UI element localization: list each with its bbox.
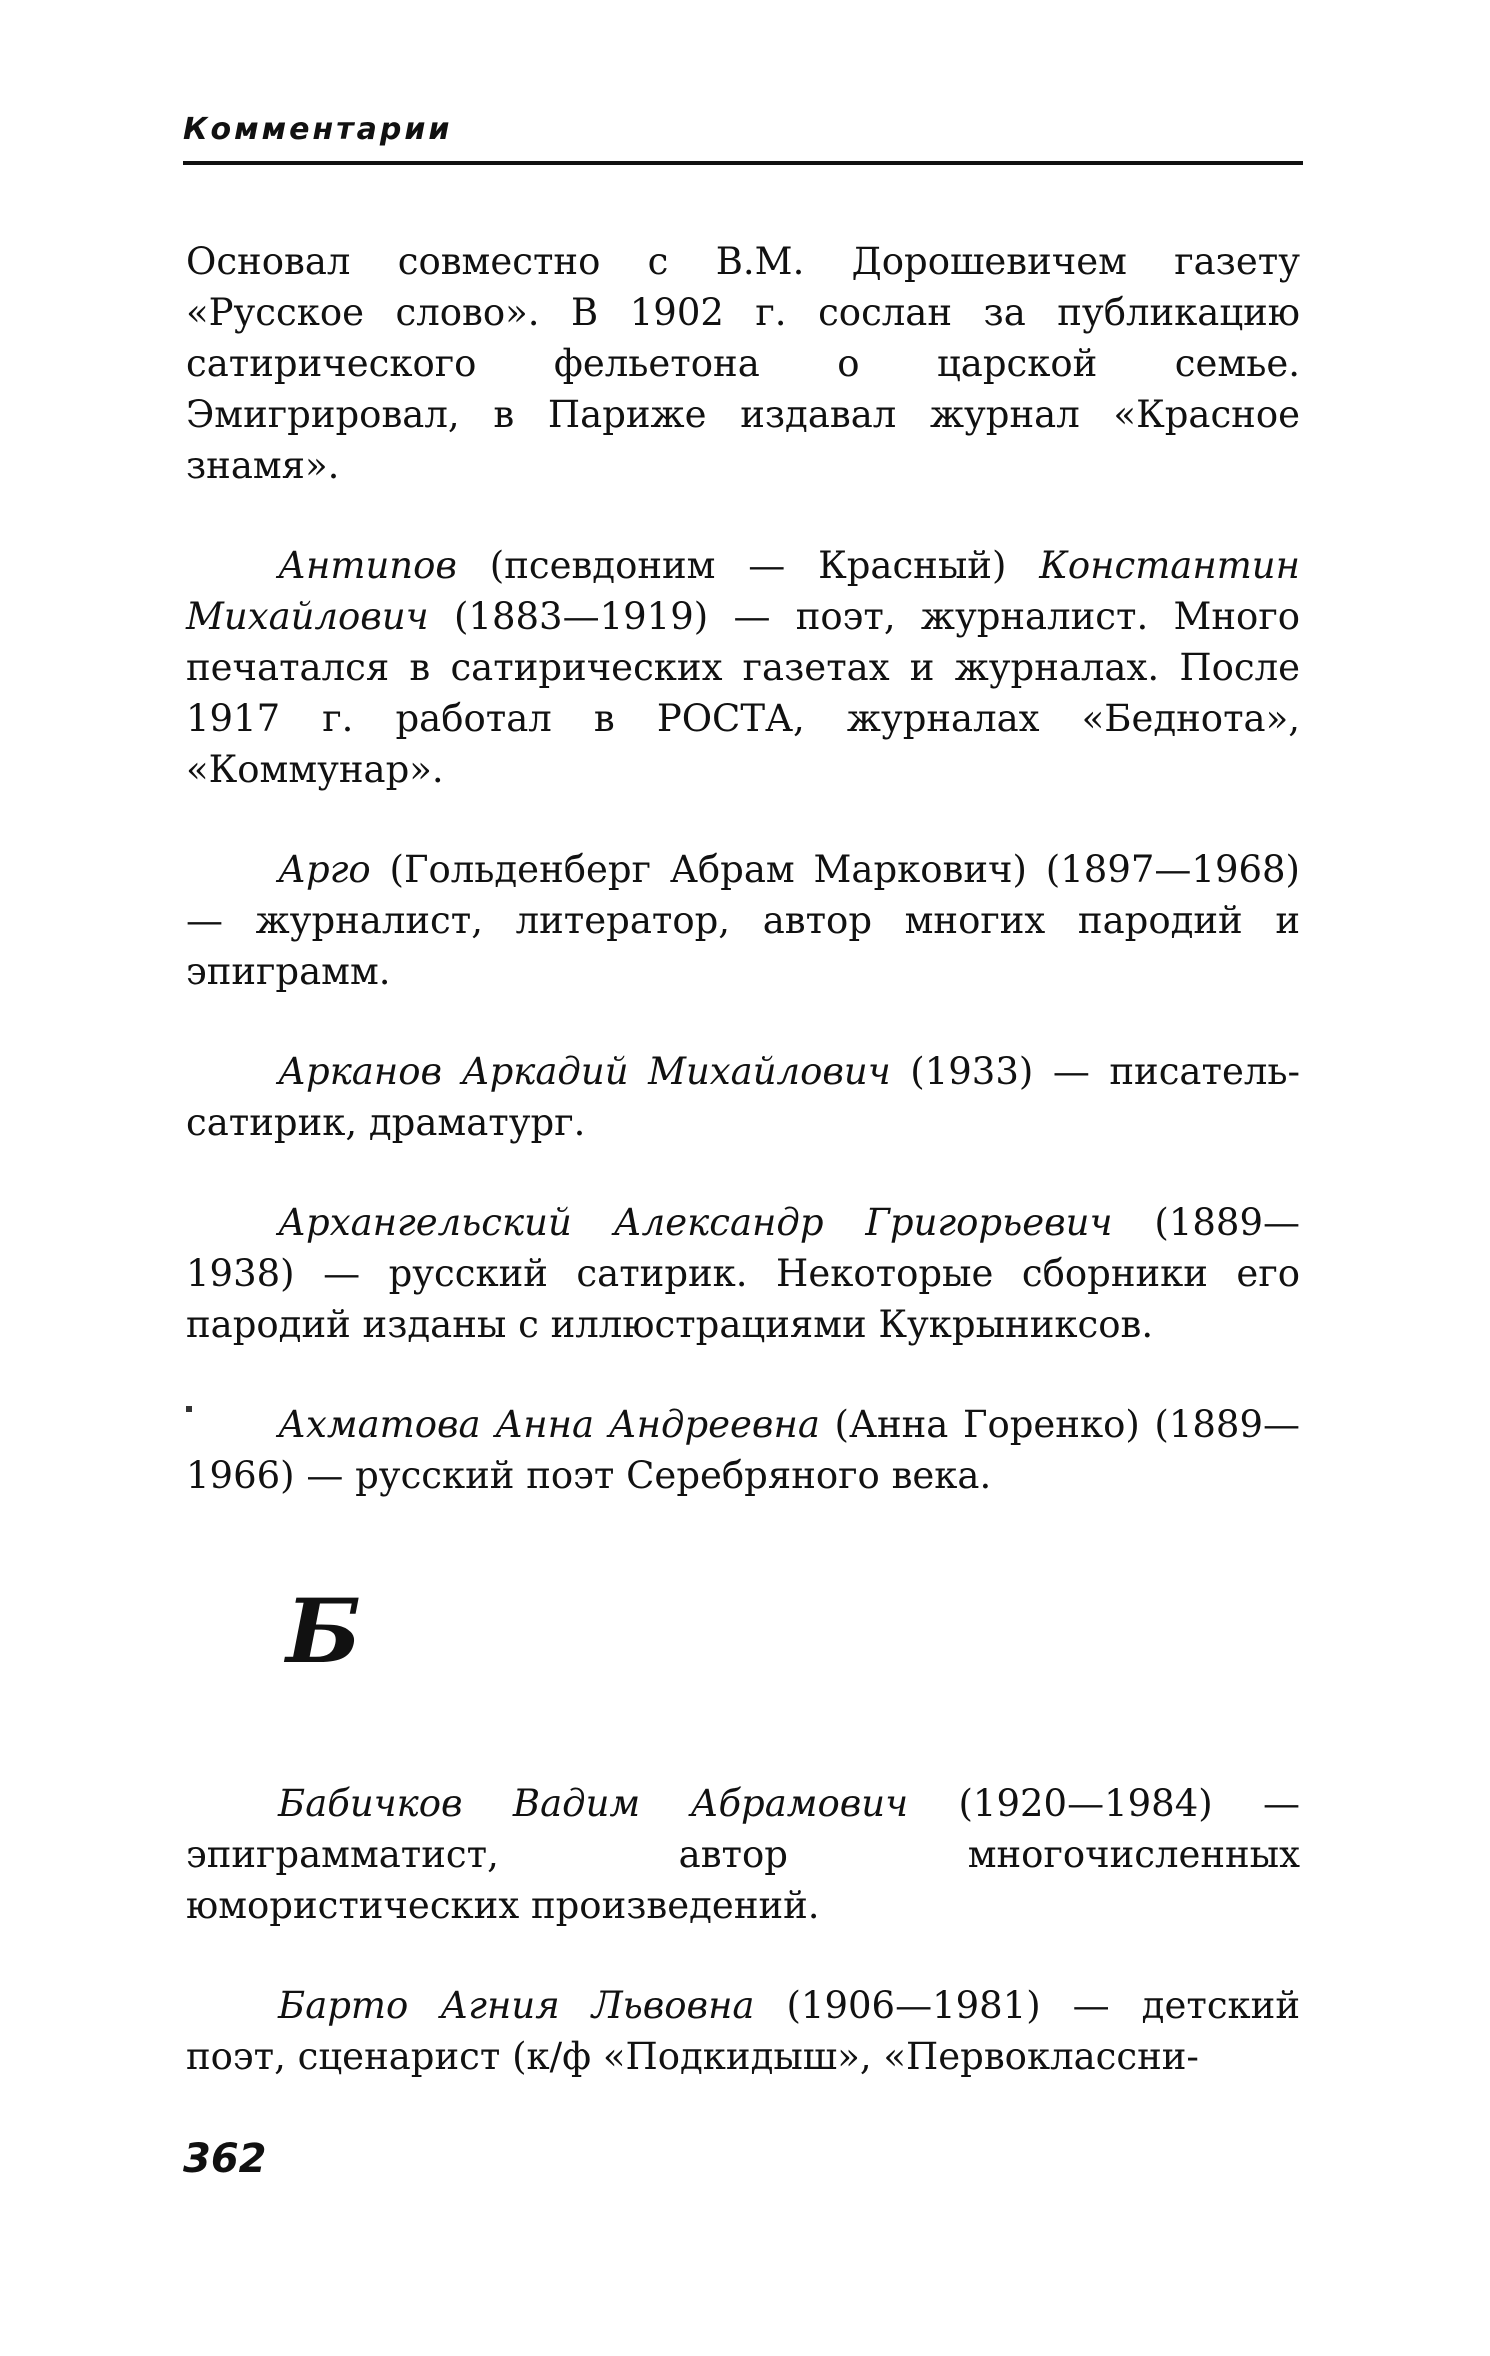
commentary-body-top [186, 236, 1300, 1501]
entry-barto [186, 1980, 1300, 2082]
entry-akhmatova [186, 1399, 1300, 1501]
entry-text-continued: (1883—1919) — поэт, журналист. Много печатался в сатирических газетах и журналах. После 1917 г. работал в РОСТА, журналах «Беднота», «Коммунар». [186, 595, 1300, 791]
entry-name-continued: Константин Михайлович [186, 544, 1300, 638]
entry-text: (1933) — писатель-сатирик, драматург. [186, 1050, 1300, 1144]
entry-name: Арканов Аркадий Михайлович [278, 1050, 891, 1093]
entry-text: (1906—1981) — детский поэт, сценарист (к/ф «Подкидыш», «Первоклассни- [186, 1984, 1300, 2078]
entry-text: (1889—1938) — русский сатирик. Некоторые сборники его пародий изданы с иллюстрациями Кукрыниксов. [186, 1201, 1300, 1346]
entry-text: (Гольденберг Абрам Маркович) (1897—1968) — журналист, литератор, автор многих пародий и эпиграмм. [186, 848, 1300, 993]
entry-babichkov [186, 1778, 1300, 1931]
entry-arkhangelsky [186, 1197, 1300, 1350]
page-number: 362 [183, 2136, 267, 2182]
header-rule [183, 161, 1303, 165]
entry-text: Основал совместно с В.М. Дорошевичем газету «Русское слово». В 1902 г. сослан за публикацию сатирического фельетона о царской семье. Эмигрировал, в Париже издавал журнал «Красное знамя». [186, 240, 1300, 487]
print-speck [186, 1406, 192, 1412]
entry-text: (Анна Горенко) (1889—1966) — русский поэт Серебряного века. [186, 1403, 1300, 1497]
entry-arkanov [186, 1046, 1300, 1148]
entry-argo [186, 844, 1300, 997]
running-head: Комментарии [183, 112, 453, 147]
section-letter: Б [286, 1579, 362, 1683]
entry-name: Бабичков Вадим Абрамович [278, 1782, 909, 1825]
entry-name: Антипов [278, 544, 457, 587]
entry-continuation [186, 236, 1300, 491]
entry-name: Ахматова Анна Андреевна [278, 1403, 820, 1446]
entry-antipov [186, 540, 1300, 795]
entry-name: Барто Агния Львовна [278, 1984, 755, 2027]
commentary-body-bottom [186, 1778, 1300, 2082]
entry-text: (псевдоним — Красный) [456, 544, 1040, 587]
entry-name: Арго [278, 848, 371, 891]
entry-text: (1920—1984) — эпиграмматист, автор многочисленных юмористических произведений. [186, 1782, 1300, 1927]
entry-name: Архангельский Александр Григорьевич [278, 1201, 1113, 1244]
